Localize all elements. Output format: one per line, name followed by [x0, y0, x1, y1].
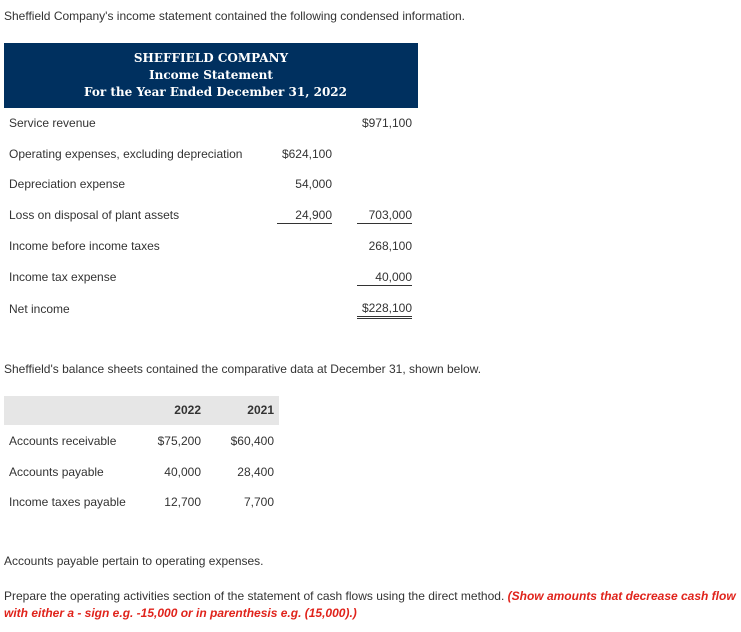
depreciation-value: 54,000	[295, 177, 332, 191]
income-tax-label: Income tax expense	[9, 270, 117, 284]
company-name: SHEFFIELD COMPANY	[133, 51, 289, 65]
loss-disposal-value: 24,900	[277, 208, 332, 224]
net-income-label: Net income	[9, 302, 70, 316]
balance-intro-text: Sheffield's balance sheets contained the comparative data at December 31, shown below.	[4, 362, 482, 376]
year-2022-header: 2022	[174, 403, 201, 417]
income-taxes-payable-label: Income taxes payable	[9, 495, 126, 509]
note-text: Accounts payable pertain to operating expenses.	[4, 554, 264, 568]
service-revenue-value: $971,100	[361, 116, 412, 130]
operating-expenses-label: Operating expenses, excluding depreciation	[9, 147, 243, 161]
income-taxes-payable-2022: 12,700	[164, 495, 201, 509]
intro-text: Sheffield Company's income statement contained the following condensed information.	[4, 9, 466, 23]
income-tax-value: 40,000	[357, 270, 412, 286]
income-taxes-payable-2021: 7,700	[243, 495, 274, 509]
accounts-receivable-2021: $60,400	[230, 434, 274, 448]
operating-expenses-value: $624,100	[281, 147, 332, 161]
accounts-payable-2022: 40,000	[164, 465, 201, 479]
accounts-receivable-label: Accounts receivable	[9, 434, 117, 448]
accounts-payable-2021: 28,400	[237, 465, 274, 479]
instruction-block	[4, 588, 738, 622]
depreciation-label: Depreciation expense	[9, 177, 126, 191]
statement-period: For the Year Ended December 31, 2022	[84, 85, 348, 99]
instruction-text: Prepare the operating activities section of the statement of cash flows using the direct method.	[4, 589, 505, 603]
balance-table-header	[4, 396, 279, 425]
income-statement-header	[4, 43, 418, 108]
accounts-payable-label: Accounts payable	[9, 465, 104, 479]
loss-disposal-label: Loss on disposal of plant assets	[9, 208, 180, 222]
income-before-tax-label: Income before income taxes	[9, 239, 160, 253]
statement-title: Income Statement	[149, 68, 273, 82]
accounts-receivable-2022: $75,200	[157, 434, 201, 448]
service-revenue-label: Service revenue	[9, 116, 96, 130]
net-income-value: $228,100	[357, 301, 412, 319]
income-before-tax-value: 268,100	[368, 239, 412, 253]
total-expenses-value: 703,000	[357, 208, 412, 224]
year-2021-header: 2021	[247, 403, 274, 417]
instruction-hint: (Show amounts that decrease cash flow with either a - sign e.g. -15,000 or in parenthesis e.g. (15,000).)	[4, 589, 736, 620]
